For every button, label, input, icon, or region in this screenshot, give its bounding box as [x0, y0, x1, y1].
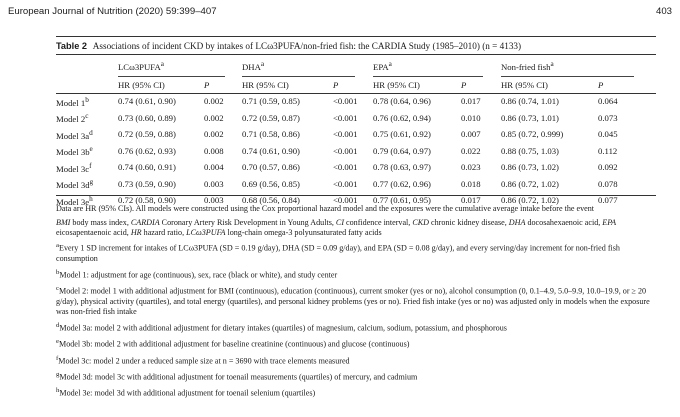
hr-ci-cell: 0.86 (0.72, 1.02): [501, 195, 559, 206]
p-value-cell: <0.001: [333, 178, 358, 189]
p-value-cell: <0.001: [333, 129, 358, 140]
model-footnote-mark: b: [85, 95, 89, 104]
p-value-cell: 0.017: [461, 96, 481, 107]
hr-ci-cell: 0.73 (0.60, 0.89): [118, 112, 176, 123]
abbreviation-term: HR: [130, 227, 142, 237]
group-header-cell: [118, 56, 242, 77]
journal-citation: European Journal of Nutrition (2020) 59:399–407: [8, 5, 217, 17]
p-value-cell: 0.073: [598, 112, 618, 123]
hr-ci-cell: 0.71 (0.58, 0.86): [242, 129, 300, 140]
p-value-cell: <0.001: [333, 96, 358, 107]
footnote-text: Model 3c: model 2 under a reduced sample size at n = 3690 with trace elements measured: [58, 356, 350, 366]
hr-ci-cell: 0.73 (0.59, 0.90): [118, 178, 176, 189]
footnote-mark: c: [56, 285, 59, 293]
model-footnote-mark: d: [89, 128, 93, 137]
p-value-cell: 0.003: [204, 178, 224, 189]
model-name-cell: [56, 110, 118, 126]
p-value-cell: <0.001: [333, 112, 358, 123]
hr-ci-cell: 0.72 (0.59, 0.88): [118, 129, 176, 140]
group-header-footnote-mark: a: [550, 60, 554, 68]
column-header-p: P: [598, 79, 604, 90]
model-name: Model 3e: [56, 196, 90, 207]
hr-ci-cell: 0.76 (0.62, 0.94): [373, 112, 431, 123]
footnote-mark: b: [56, 268, 60, 276]
hr-ci-cell: 0.78 (0.63, 0.97): [373, 162, 431, 173]
group-header: [242, 56, 355, 77]
results-table: [56, 56, 656, 209]
model-footnote-mark: c: [85, 112, 89, 121]
group-header-row: [56, 56, 656, 77]
model-footnote-mark: e: [89, 145, 93, 154]
footnote: [56, 268, 660, 281]
hr-ci-cell: 0.75 (0.61, 0.92): [373, 129, 431, 140]
model-name: Model 2: [56, 114, 86, 125]
model-footnote-mark: f: [89, 161, 92, 170]
data-note: Data are HR (95% CIs). All models were constructed using the Cox proportional hazard model and the exposures were the cumulative average intake before the event: [56, 204, 595, 213]
hr-ci-cell: 0.85 (0.72, 0.999): [501, 129, 564, 140]
table-row: [56, 143, 656, 159]
p-value-cell: 0.003: [204, 195, 224, 206]
hr-ci-cell: 0.70 (0.57, 0.86): [242, 162, 300, 173]
footnote: [56, 337, 660, 350]
group-header-label: LCω3PUFA: [118, 61, 161, 72]
group-header-label: Non-fried fish: [501, 61, 551, 72]
abbreviation-definition: confidence interval,: [344, 217, 413, 227]
group-header-footnote-mark: a: [160, 60, 164, 68]
p-value-cell: 0.077: [598, 195, 618, 206]
hr-ci-cell: 0.68 (0.56, 0.84): [242, 195, 300, 206]
p-value-cell: 0.002: [204, 96, 224, 107]
p-value-cell: 0.008: [204, 145, 224, 156]
p-value-cell: 0.002: [204, 129, 224, 140]
column-header-hr: HR (95% CI): [373, 79, 420, 90]
model-name-cell: [56, 93, 118, 110]
hr-ci-cell: 0.79 (0.64, 0.97): [373, 145, 431, 156]
p-value-cell: <0.001: [333, 145, 358, 156]
hr-ci-cell: 0.74 (0.61, 0.90): [118, 96, 176, 107]
footnote: [56, 321, 660, 334]
abbreviation-definition: long-chain omega-3 polyunsaturated fatty acids: [225, 227, 382, 237]
footnote-mark: e: [56, 338, 59, 346]
hr-ci-cell: 0.77 (0.61, 0.95): [373, 195, 431, 206]
group-header: [501, 56, 634, 77]
column-header-p: P: [461, 79, 467, 90]
model-name: Model 3c: [56, 163, 90, 174]
model-name: Model 3b: [56, 147, 90, 158]
table-label: Table 2: [56, 41, 87, 51]
p-value-cell: 0.078: [598, 178, 618, 189]
abbreviation-definition: Coronary Artery Risk Development in Young Adults,: [159, 217, 336, 227]
group-header: [118, 56, 225, 77]
hr-ci-cell: 0.77 (0.62, 0.96): [373, 178, 431, 189]
running-head: [8, 4, 672, 18]
table-caption-rule: [56, 54, 656, 55]
column-header-row: [56, 77, 656, 94]
abbreviation-definition: docosahexaenoic acid,: [525, 217, 603, 227]
footnote-text: Model 2: model 1 with additional adjustment for BMI (continuous), education (continuous), current smoker (yes or no), alcohol consumption (0, 0.1–4.9, 5.0–9.9, 10.0–19.9, or ≥ 20 g/day), physical activity (quartiles), and total energy (quartiles), and personal kidney problems (yes or no). Fried fish intake (yes or no) was adjusted only in models when the exposure was non-fried fish intake: [56, 287, 650, 317]
p-value-cell: 0.004: [204, 162, 224, 173]
model-footnote-mark: g: [89, 178, 94, 187]
page-number: 403: [655, 5, 672, 17]
footnote-mark: g: [56, 371, 60, 378]
hr-ci-cell: 0.74 (0.61, 0.90): [242, 145, 300, 156]
hr-ci-cell: 0.74 (0.60, 0.91): [118, 162, 176, 173]
abbreviation-term: LCω3PUFA: [186, 227, 226, 237]
footnote-mark: d: [56, 321, 60, 329]
model-name: Model 3d: [56, 180, 90, 191]
column-header-hr: HR (95% CI): [242, 79, 289, 90]
column-header-p: P: [333, 79, 339, 90]
abbreviation-definition: body mass index,: [70, 217, 131, 227]
abbreviation-term: BMI: [56, 217, 71, 227]
p-value-cell: 0.017: [461, 195, 481, 206]
model-name: Model 1: [56, 97, 86, 108]
footnote-mark: f: [56, 354, 59, 362]
group-header: [373, 56, 483, 77]
footnote: [56, 386, 660, 399]
footnote: [56, 284, 660, 317]
hr-ci-cell: 0.72 (0.59, 0.87): [242, 112, 300, 123]
abbreviation-term: EPA: [602, 217, 617, 227]
footnote-mark: a: [56, 242, 59, 250]
p-value-cell: <0.001: [333, 162, 358, 173]
model-name: Model 3a: [56, 130, 90, 141]
footnote: [56, 370, 660, 383]
abbreviation-term: CARDIA: [130, 217, 160, 227]
group-header-footnote-mark: a: [388, 60, 392, 68]
p-value-cell: 0.002: [204, 112, 224, 123]
table-title: Associations of incident CKD by intakes of LCω3PUFA/non-fried fish: the CARDIA Study (1985–2010) (n = 4133): [92, 41, 522, 51]
hr-ci-cell: 0.86 (0.72, 1.02): [501, 178, 559, 189]
column-header-hr: HR (95% CI): [118, 79, 165, 90]
table-row: [56, 93, 656, 110]
group-header-label: EPA: [373, 61, 389, 72]
hr-ci-cell: 0.78 (0.64, 0.96): [373, 96, 431, 107]
p-value-cell: 0.018: [461, 178, 481, 189]
p-value-cell: <0.001: [333, 195, 358, 206]
hr-ci-cell: 0.88 (0.75, 1.03): [501, 145, 559, 156]
p-value-cell: 0.045: [598, 129, 618, 140]
hr-ci-cell: 0.71 (0.59, 0.85): [242, 96, 300, 107]
group-header-cell: [242, 56, 373, 77]
model-footnote-mark: h: [89, 194, 93, 203]
footnote-text: Model 3e: model 3d with additional adjustment for toenail selenium (quartiles): [59, 389, 316, 399]
table-row: [56, 176, 656, 192]
abbreviation-term: CKD: [412, 217, 429, 227]
p-value-cell: 0.112: [598, 145, 618, 156]
p-value-cell: 0.010: [461, 112, 481, 123]
group-header-label: DHA: [242, 61, 261, 72]
footnote: [56, 241, 660, 264]
p-value-cell: 0.064: [598, 96, 618, 107]
group-header-footnote-mark: a: [260, 60, 265, 68]
header-corner-cell: [56, 56, 118, 77]
p-value-cell: 0.092: [598, 162, 618, 173]
table-caption: [56, 41, 656, 51]
hr-ci-cell: 0.76 (0.62, 0.93): [118, 145, 176, 156]
group-header-cell: [501, 56, 656, 77]
p-value-cell: 0.022: [461, 145, 481, 156]
model-name-cell: [56, 176, 118, 192]
footnote-text: Model 3a: model 2 with additional adjustment for dietary intakes (quartiles) of magnesium, calcium, sodium, potassium, and phosphorous: [59, 323, 507, 333]
footnote-text: Model 3b: model 2 with additional adjustment for baseline creatinine (continuous) and glucose (continuous): [59, 339, 410, 349]
footnote-mark: h: [56, 387, 60, 395]
abbreviation-definition: chronic kidney disease,: [429, 217, 509, 227]
group-header-cell: [373, 56, 501, 77]
column-header-p: P: [204, 79, 210, 90]
hr-ci-cell: 0.86 (0.73, 1.01): [501, 112, 559, 123]
model-name-cell: [56, 143, 118, 159]
abbreviation-definition: eicosapentaenoic acid,: [56, 227, 131, 237]
hr-ci-cell: 0.86 (0.74, 1.01): [501, 96, 559, 107]
model-name-cell: [56, 160, 118, 176]
footnote: [56, 354, 660, 367]
footnote-text: Every 1 SD increment for intakes of LCω3PUFA (SD = 0.19 g/day), DHA (SD = 0.09 g/day), and EPA (SD = 0.08 g/day), and every serving/day increment for non-fried fish consumption: [56, 244, 620, 264]
hr-ci-cell: 0.69 (0.56, 0.85): [242, 178, 300, 189]
table-row: [56, 110, 656, 126]
p-value-cell: 0.007: [461, 129, 481, 140]
header-blank-cell: [56, 77, 118, 94]
table-row: [56, 127, 656, 143]
model-name-cell: [56, 127, 118, 143]
abbreviation-term: DHA: [508, 217, 526, 227]
table-top-rule: [56, 36, 656, 37]
column-header-hr: HR (95% CI): [501, 79, 548, 90]
abbreviations-note: [56, 218, 660, 238]
table-row: [56, 160, 656, 176]
footnote-text: Model 3d: model 3c with additional adjustment for toenail measurements (quartiles) of mercury, and cadmium: [59, 372, 418, 382]
footnote-text: Model 1: adjustment for age (continuous), sex, race (black or white), and study center: [59, 270, 338, 280]
table-bottom-rule: [56, 195, 656, 196]
abbreviation-term: CI: [335, 217, 345, 227]
p-value-cell: 0.023: [461, 162, 481, 173]
table-notes: [56, 204, 660, 403]
abbreviation-definition: hazard ratio,: [141, 227, 187, 237]
hr-ci-cell: 0.72 (0.58, 0.90): [118, 195, 176, 206]
hr-ci-cell: 0.86 (0.73, 1.02): [501, 162, 559, 173]
